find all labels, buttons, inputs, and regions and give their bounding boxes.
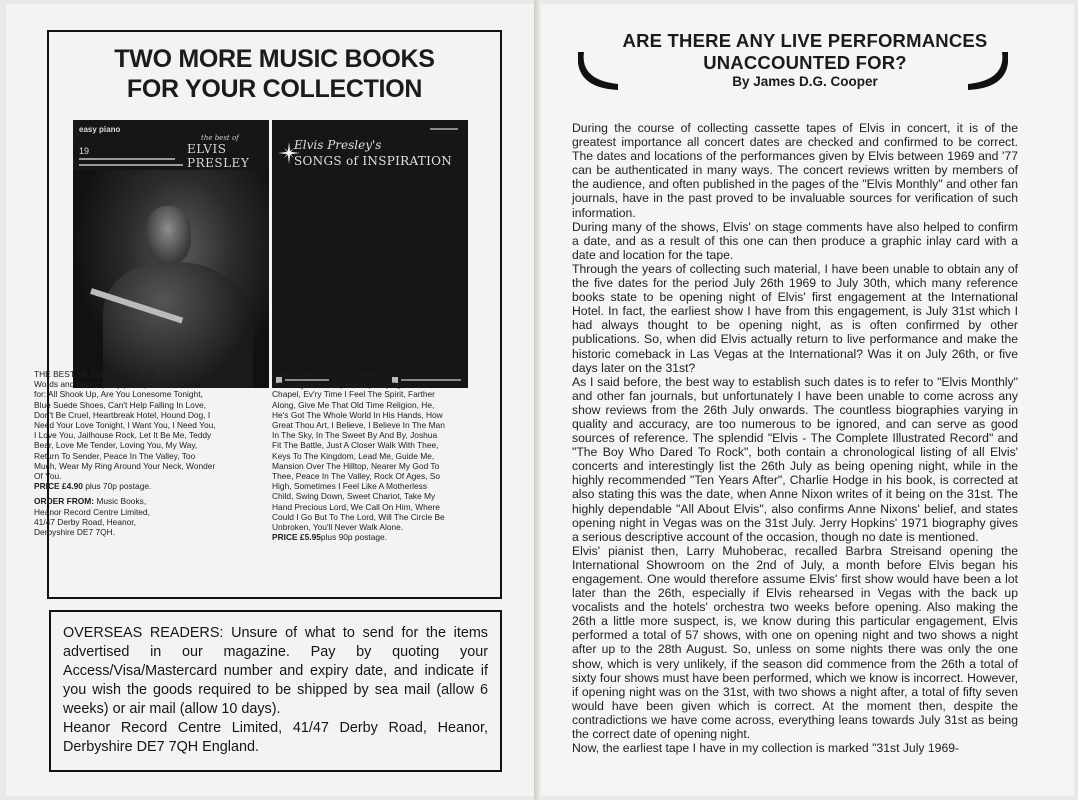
book-cover-best-of-elvis xyxy=(73,120,269,388)
advert-title xyxy=(49,44,500,104)
book1-contents: for: All Shook Up, Are You Lonesome Tonight, Blue Suede Shoes, Can't Help Falling In Love, Don't Be Cruel, Heartbreak Hotel, Hound Dog, I Need Your Love Tonight, I Want You, I Need You, I Love You, Jailhouse Rock, Let It Be Me, Teddy Bear, Love Me Tender, Loving You, My Way, Return To Sender, Peace In The Valley, Too Much, Wear My Ring Around Your Neck, Wonder Of You. xyxy=(34,389,216,482)
cover-script-title: Elvis Presley's xyxy=(294,138,382,152)
article-byline: By James D.G. Cooper xyxy=(732,74,878,89)
cover-number: 19 xyxy=(79,146,90,156)
cover-series-label: easy piano xyxy=(79,125,121,134)
advert-title-line-2: FOR YOUR COLLECTION xyxy=(126,75,423,103)
article-paragraph-1: During the course of collecting cassette tapes of Elvis in concert, it is of the greatest importance all concert dates are checked and confirmed to be correct. The dates and locations of the performances given by Elvis between 1969 and '77 can be authenticated in many ways. The concert reviews written by members of the audience, and often published in the pages of the "Elvis Monthly" and other fan journals, have in the past proved to be invaluable sources for verification of such information. xyxy=(572,121,1018,220)
order-line-4: Derbyshire DE7 7QH. xyxy=(34,527,115,538)
overseas-text: OVERSEAS READERS: Unsure of what to send for the items advertised in our magazine. Pay by quoting your Access/Visa/Mastercard number and expiry date, and indicate if you wish the goods required to be shipped by sea mail (allow 6 weeks) or air mail (allow 10 days). xyxy=(63,625,488,717)
book-cover-songs-of-inspiration xyxy=(272,120,468,388)
article-paragraph-5: Elvis' pianist then, Larry Muhoberac, recalled Barbra Streisand opening the International Showroom on the 2nd of July, a month before Elvis began his engagement. One would therefore assume Elvis' first show would have been a lot later than the 26th, especially if Elvis rehearsed in Vegas with the back up vocalists and the hotels' orchestra two weeks before opening. Also making the 26th a little more suspect, is, we know during this particular engagement, Elvis performed a total of 57 shows, with one on opening night and two shows a night after up to the 28th August. So, unless on some nights there was only the one show, which is very unlikely, if the season did commence from the 26th a total of sixty four shows must have been performed, which we know is incorrect. However, if opening night was on the 31st, with two shows a night after, a total of fifty seven would have been given which is correct. At the moment then, despite the contradictions we have come across, everything leans towards July 31st as being the correct date of opening night. xyxy=(572,543,1018,742)
article-paragraph-4: As I said before, the best way to establish such dates is to refer to "Elvis Monthly" and other fan journals, but unfortunately I have been unable to come across any show reviews from the 26th July onwards. The countless biographies varying in quality and accuracy, are too numerous to be ignored, and can serve as good sources of reference. The splendid "Elvis - The Complete Illustrated Record" and "The Boy Who Dared To Rock", both contain a chronological listing of all Elvis' concerts and interestingly list the 26th July as being opening night, while in the highly recommended "Ten Years After", Charlie Hodge in his book, is corrected at also stating this was the date, when Anne Nixon writes of it being on the 31st. The highly dependable "All About Elvis", also confirms Anne Nixons' belief, and states opening night in Vegas was on the 31st July. Jerry Hopkins' 1971 biography gives a serious descriptive account of the occasion, though no date is mentioned. xyxy=(572,374,1018,544)
article-body xyxy=(572,121,1018,755)
overseas-address: Heanor Record Centre Limited, 41/47 Derby Road, Heanor, Derbyshire DE7 7QH England. xyxy=(63,720,488,755)
book2-description xyxy=(272,369,448,542)
advert-title-line-1: TWO MORE MUSIC BOOKS xyxy=(114,45,435,73)
book1-subtitle: Words and music (easy piano) xyxy=(34,379,147,390)
article-title-line-1: ARE THERE ANY LIVE PERFORMANCES xyxy=(622,30,988,51)
book1-title: THE BEST OF ELVIS PRESLEY xyxy=(34,369,156,379)
book2-contents: Amazing Grace, By And By, Crying In The Chapel, Ev'ry Time I Feel The Spirit, Farther Along, Give Me That Old Time Religion, He, He's Got The Whole World In His Hands, How Great Thou Art, I Believe, I Believe In The Man In The Sky, In The Sweet By And By, Joshua Fit The Battle, Just A Closer Walk With Thee, Keys To The Kingdom, Lead Me, Guide Me, Mansion Over The Hilltop, Nearer My God To Thee, Peace In The Valley, Rock Of Ages, So High, Sometimes I Feel Like A Motherless Child, Swing Down, Sweet Chariot, Take My Hand Precious Lord, We Call On Him, Where Could I Go But To The Lord, Will The Circle Be Unbroken, You'll Never Walk Alone. xyxy=(272,379,445,533)
article-paragraph-2: During many of the shows, Elvis' on stage comments have also helped to confirm a date, and as a result of this one can then produce a graphic inlay card with a date and location for the tape. xyxy=(572,219,1018,262)
order-line-2: Heanor Record Centre Limited, xyxy=(34,506,150,517)
article-paragraph-6: Now, the earliest tape I have in my collection is marked "31st July 1969- xyxy=(572,741,960,756)
article-title-line-2: UNACCOUNTED FOR? xyxy=(703,52,907,73)
book2-price: PRICE £5.95plus 90p postage. xyxy=(272,532,388,543)
cover-title-small: the best of xyxy=(201,134,239,142)
book1-description xyxy=(34,369,220,537)
cover-title: SONGS of INSPIRATION xyxy=(294,154,453,168)
overseas-readers-box xyxy=(49,610,502,772)
elvis-photo xyxy=(73,170,269,388)
order-line-3: 41/47 Derby Road, Heanor, xyxy=(34,516,136,527)
book2-title: Elvis' SONGS OF INSPIRATION xyxy=(272,369,394,379)
article-paragraph-3: Through the years of collecting such material, I have been unable to obtain any of the five dates for the period July 26th 1969 to July 30th, which many reference books state to be opening night of Elvis' first engagement at the International Hotel. In fact, the earliest show I have from this engagement, is July 31st which I had always thought to be opening night, as is often confirmed by other publications. So, when did Elvis actually return to live performance and make the historic comeback in Las Vegas at the International? Was it on July 26th, or five days later on the 31st? xyxy=(572,261,1018,375)
page-gutter xyxy=(534,0,541,800)
order-from: ORDER FROM: Music Books, xyxy=(34,496,147,507)
photo-figure-head xyxy=(145,206,191,264)
cover-title: ELVIS PRESLEY xyxy=(187,142,250,170)
book1-price: PRICE £4.90 plus 70p postage. xyxy=(34,481,152,492)
cover-corner-text xyxy=(430,126,460,132)
